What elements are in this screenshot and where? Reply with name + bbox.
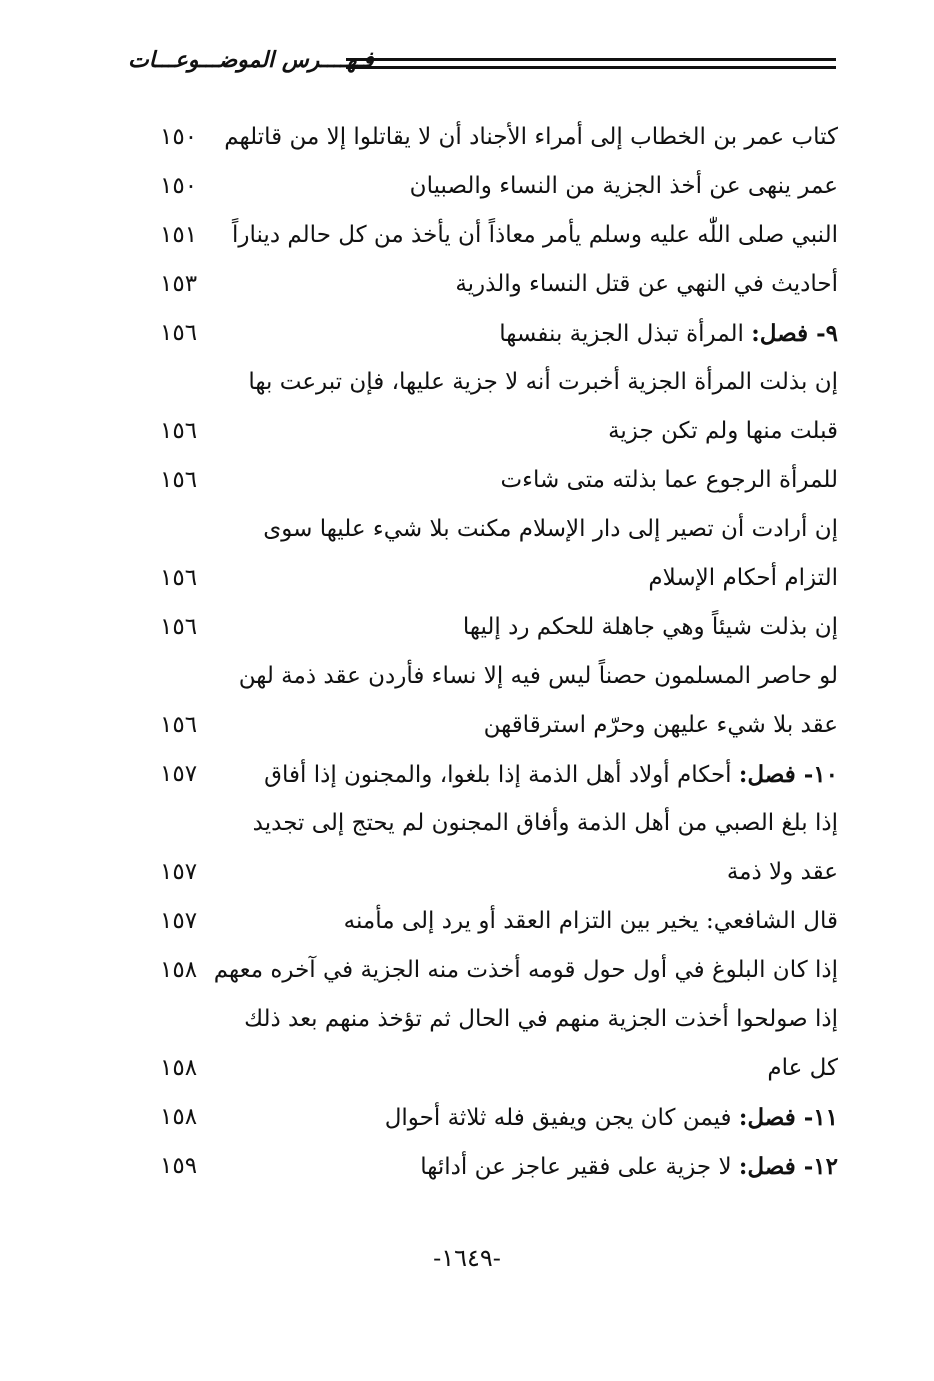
toc-entry-text: عقد بلا شيء عليهن وحرّم استرقاقهن <box>483 712 838 738</box>
toc-entry <box>150 407 838 456</box>
toc-entry <box>150 456 838 505</box>
toc-entry-page: ١٥٧ <box>160 908 198 934</box>
toc-entry <box>150 701 838 750</box>
toc-entry-page: ١٥٠ <box>160 173 198 199</box>
toc-entry <box>150 603 838 652</box>
page-number: -١٦٤٩- <box>433 1244 501 1272</box>
toc-entry <box>150 1044 838 1093</box>
toc-entry <box>150 554 838 603</box>
page-header <box>128 44 836 84</box>
toc-entry-text: النبي صلى اللّٰه عليه وسلم يأمر معاذاً أن يأخذ من كل حالم ديناراً <box>231 222 838 248</box>
section-label: ١١- فصل: <box>738 1104 838 1131</box>
toc-entry <box>150 358 838 407</box>
toc-entry-page: ١٥٦ <box>160 712 198 738</box>
toc-entry <box>150 897 838 946</box>
section-title: فيمن كان يجن ويفيق فله ثلاثة أحوال <box>384 1105 739 1131</box>
section-title: لا جزية على فقير عاجز عن أدائها <box>420 1154 739 1180</box>
toc-entry-text: لو حاصر المسلمون حصناً ليس فيه إلا نساء فأردن عقد ذمة لهن <box>238 663 838 689</box>
toc-entry-text <box>420 1142 838 1192</box>
toc-entry-text: إن بذلت المرأة الجزية أخبرت أنه لا جزية عليها، فإن تبرعت بها <box>248 369 838 395</box>
toc-entry-page: ١٥٣ <box>160 271 198 297</box>
toc-entry-page: ١٥٠ <box>160 124 198 150</box>
toc-entry <box>150 946 838 995</box>
toc-entry <box>150 211 838 260</box>
toc-entry-text: للمرأة الرجوع عما بذلته متى شاءت <box>500 467 838 493</box>
header-title: فـهــــرس الموضـــوعـــات <box>128 48 374 73</box>
toc-entry-text: عمر ينهى عن أخذ الجزية من النساء والصبيان <box>409 173 838 199</box>
toc-entry <box>150 260 838 309</box>
toc-entry-text: إذا صولحوا أخذت الجزية منهم في الحال ثم تؤخذ منهم بعد ذلك <box>244 1006 838 1032</box>
section-title: المرأة تبذل الجزية بنفسها <box>499 321 752 347</box>
toc-entry <box>150 113 838 162</box>
toc-entry-text: إن بذلت شيئاً وهي جاهلة للحكم رد إليها <box>462 614 838 640</box>
toc-entry-page: ١٥٧ <box>160 761 198 787</box>
toc-entry-text: التزام أحكام الإسلام <box>648 565 838 591</box>
toc-entry-text: إذا بلغ الصبي من أهل الذمة وأفاق المجنون لم يحتج إلى تجديد <box>252 810 838 836</box>
toc-entry <box>150 1142 838 1191</box>
section-title: أحكام أولاد أهل الذمة إذا بلغوا، والمجنون إذا أفاق <box>264 762 739 788</box>
toc-entry-text <box>499 309 838 359</box>
toc-entry-text: إن أرادت أن تصير إلى دار الإسلام مكنت بلا شيء عليها سوى <box>263 516 838 542</box>
toc-entry-page: ١٥٨ <box>160 1055 198 1081</box>
toc-entry <box>150 505 838 554</box>
toc-entry <box>150 1093 838 1142</box>
header-rule-top <box>346 58 836 61</box>
toc-entry <box>150 995 838 1044</box>
toc-entry-page: ١٥٧ <box>160 859 198 885</box>
toc-entry <box>150 848 838 897</box>
toc-entry-page: ١٥٨ <box>160 1104 198 1130</box>
toc-entry-page: ١٥٦ <box>160 418 198 444</box>
toc-entry <box>150 309 838 358</box>
toc-entry <box>150 750 838 799</box>
toc-entry-text: عقد ولا ذمة <box>726 859 838 885</box>
toc-entry-text: كتاب عمر بن الخطاب إلى أمراء الأجناد أن لا يقاتلوا إلا من قاتلهم <box>224 124 838 150</box>
header-rule-bottom <box>346 66 836 69</box>
toc-entry-page: ١٥١ <box>160 222 198 248</box>
toc-entry-page: ١٥٩ <box>160 1153 198 1179</box>
toc-entry-page: ١٥٦ <box>160 320 198 346</box>
toc-entries <box>150 113 838 1191</box>
toc-entry-text: إذا كان البلوغ في أول حول قومه أخذت منه الجزية في آخره معهم <box>213 957 838 983</box>
section-label: ١٠- فصل: <box>738 761 838 788</box>
section-label: ٩- فصل: <box>751 320 838 347</box>
toc-entry-page: ١٥٦ <box>160 565 198 591</box>
toc-entry-text: قال الشافعي: يخير بين التزام العقد أو يرد إلى مأمنه <box>343 908 838 934</box>
toc-entry-page: ١٥٦ <box>160 467 198 493</box>
section-label: ١٢- فصل: <box>738 1153 838 1180</box>
toc-entry-text <box>385 1093 838 1143</box>
toc-entry <box>150 652 838 701</box>
toc-entry-text: كل عام <box>767 1055 838 1081</box>
toc-entry-text: أحاديث في النهي عن قتل النساء والذرية <box>455 271 838 297</box>
toc-entry-text <box>264 750 838 800</box>
toc-entry <box>150 162 838 211</box>
toc-entry-text: قبلت منها ولم تكن جزية <box>608 418 838 444</box>
toc-entry <box>150 799 838 848</box>
toc-entry-page: ١٥٨ <box>160 957 198 983</box>
toc-entry-page: ١٥٦ <box>160 614 198 640</box>
